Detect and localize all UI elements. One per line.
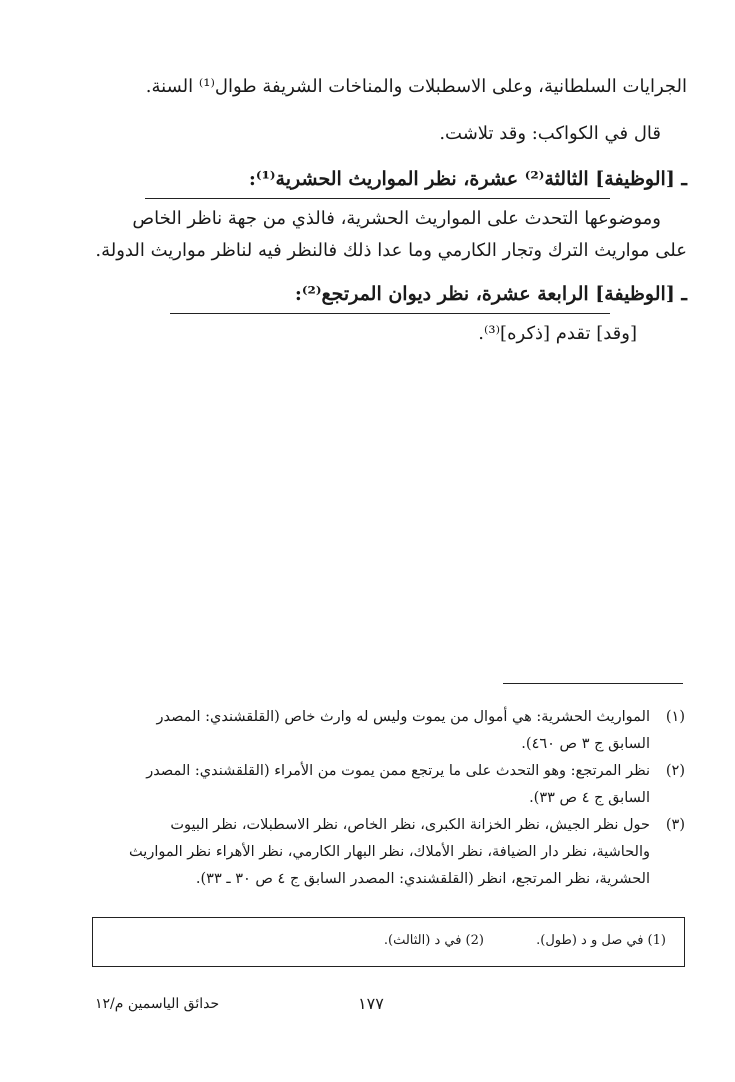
- footnote-1-line-2: السابق ج ٣ ص ٤٦٠).: [521, 736, 650, 752]
- footnote-1-number: (١): [665, 709, 685, 725]
- footnote-1-line-1: المواريث الحشرية: هي أموال من يموت وليس له وارث خاص (القلقشندي: المصدر: [156, 709, 650, 725]
- book-signature: حدائق الياسمين م/١٢: [95, 996, 220, 1012]
- footnote-3-number: (٣): [665, 817, 685, 833]
- footnote-separator: [503, 683, 683, 684]
- body-line-4: على مواريث الترك وتجار الكارمي وما عدا ذلك فالنظر فيه لناظر مواريث الدولة.: [95, 240, 687, 261]
- section-heading-13: ـ [الوظيفة] الثالثة⁽²⁾ عشرة، نظر المواريث الحشرية⁽¹⁾:: [248, 168, 687, 190]
- heading-underline-14: [170, 313, 610, 314]
- variant-note-1: (1) في صل و د (طول).: [536, 933, 666, 948]
- variant-note-2: (2) في د (الثالث).: [383, 933, 484, 948]
- footnote-3-line-3: الحشرية، نظر المرتجع، انظر (القلقشندي: المصدر السابق ج ٤ ص ٣٠ ـ ٣٣).: [195, 871, 650, 887]
- body-line-2: قال في الكواكب: وقد تلاشت.: [439, 123, 661, 144]
- body-line-3: وموضوعها التحدث على المواريث الحشرية، فالذي من جهة ناظر الخاص: [132, 208, 661, 229]
- page-number: ١٧٧: [358, 994, 384, 1013]
- body-line-5: [وقد] تقدم [ذكره]⁽³⁾.: [478, 323, 637, 344]
- heading-underline-13: [145, 198, 610, 199]
- footnote-2-line-2: السابق ج ٤ ص ٣٣).: [529, 790, 650, 806]
- footnote-3-line-2: والحاشية، نظر دار الضيافة، نظر الأملاك، نظر البهار الكارمي، نظر الأهراء نظر المواريث: [129, 844, 650, 860]
- body-line-1: الجرايات السلطانية، وعلى الاسطبلات والمناخات الشريفة طوال⁽¹⁾ السنة.: [145, 76, 687, 97]
- section-heading-14: ـ [الوظيفة] الرابعة عشرة، نظر ديوان المرتجع⁽²⁾:: [294, 283, 687, 305]
- manuscript-variants-box: [92, 917, 685, 967]
- footnote-3-line-1: حول نظر الجيش، نظر الخزانة الكبرى، نظر الخاص، نظر الاسطبلات، نظر البيوت: [170, 817, 650, 833]
- footnote-2-number: (٢): [665, 763, 685, 779]
- footnote-2-line-1: نظر المرتجع: وهو التحدث على ما يرتجع ممن يموت من الأمراء (القلقشندي: المصدر: [146, 763, 650, 779]
